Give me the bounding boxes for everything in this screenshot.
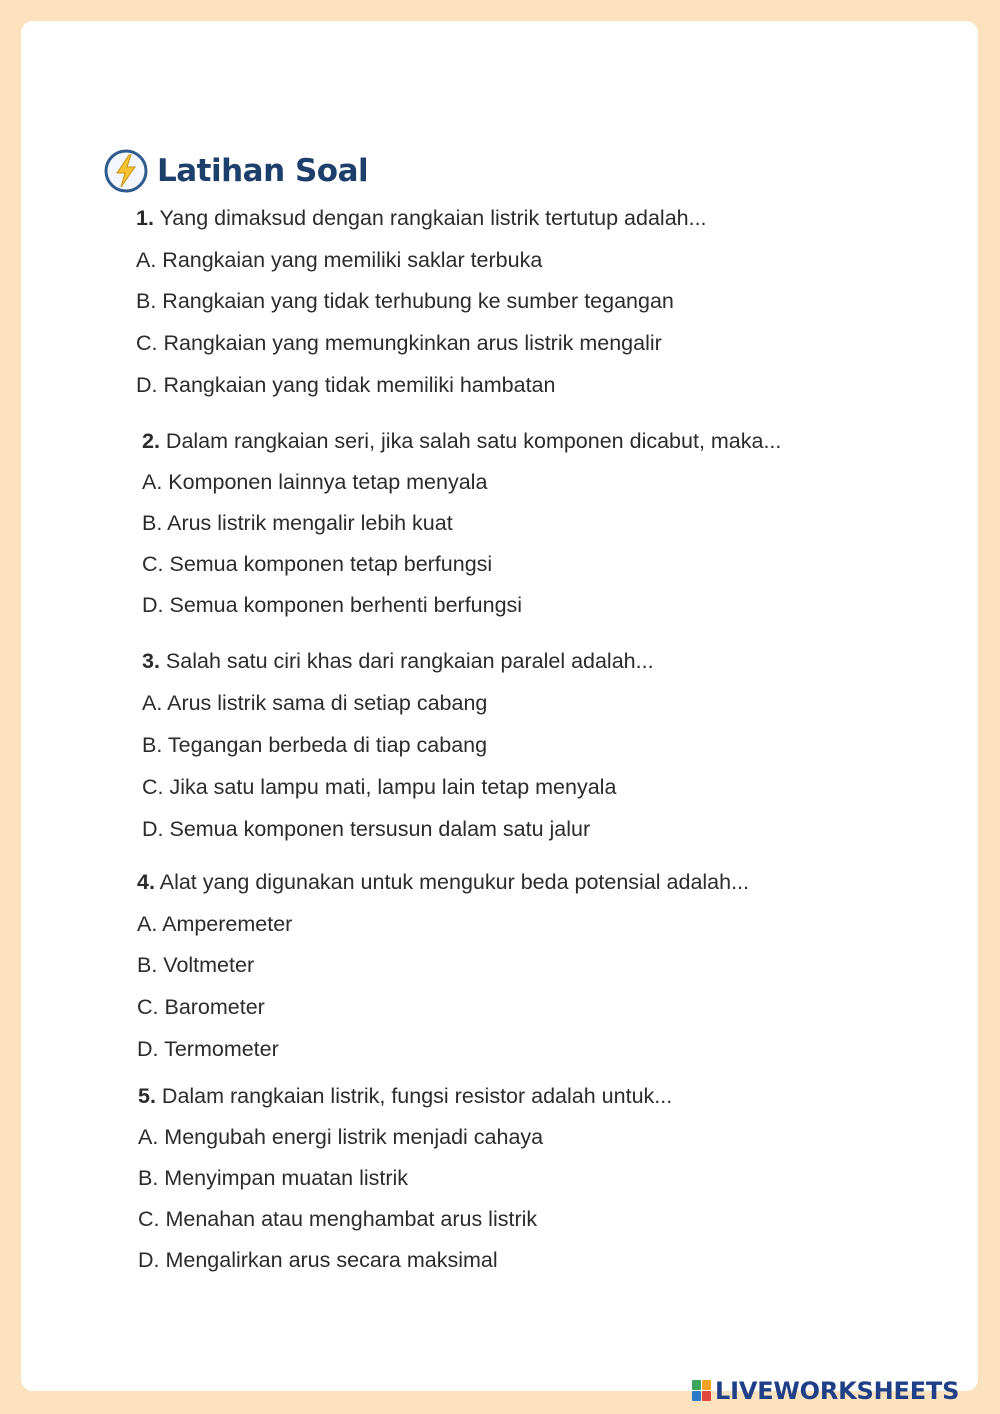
- answer-option-d[interactable]: D. Semua komponen tersusun dalam satu jalur: [142, 817, 591, 841]
- answer-option-b[interactable]: B. Tegangan berbeda di tiap cabang: [142, 733, 488, 757]
- question-5: [138, 1086, 672, 1291]
- lightning-bolt-icon: [103, 148, 149, 194]
- question-number: 1.: [136, 206, 154, 230]
- question-text: [136, 208, 707, 250]
- answer-option-a[interactable]: A. Amperemeter: [137, 911, 293, 936]
- answer-option-a[interactable]: A. Komponen lainnya tetap menyala: [142, 470, 488, 494]
- answer-option-b[interactable]: B. Rangkaian yang tidak terhubung ke sumber tegangan: [136, 289, 674, 314]
- question-text: [137, 872, 749, 914]
- answer-option-d[interactable]: D. Termometer: [137, 1036, 279, 1061]
- question-prompt: Dalam rangkaian seri, jika salah satu komponen dicabut, maka...: [165, 429, 782, 453]
- answer-option-c[interactable]: C. Semua komponen tetap berfungsi: [142, 552, 493, 576]
- page-title: Latihan Soal: [157, 153, 369, 189]
- answer-option-c[interactable]: C. Barometer: [137, 995, 265, 1020]
- answer-option-c[interactable]: C. Jika satu lampu mati, lampu lain tetap menyala: [142, 775, 617, 799]
- answer-option-b[interactable]: B. Voltmeter: [137, 953, 255, 978]
- answer-option-a[interactable]: A. Arus listrik sama di setiap cabang: [142, 691, 488, 715]
- liveworksheets-logo-icon: [692, 1380, 712, 1402]
- question-number: 5.: [138, 1084, 156, 1108]
- question-number: 3.: [142, 649, 160, 673]
- question-prompt: Alat yang digunakan untuk mengukur beda potensial adalah...: [159, 870, 750, 894]
- question-2: [142, 431, 781, 636]
- answer-option-b[interactable]: B. Arus listrik mengalir lebih kuat: [142, 511, 453, 535]
- question-number: 4.: [137, 870, 155, 894]
- answer-option-b[interactable]: B. Menyimpan muatan listrik: [138, 1166, 409, 1190]
- question-prompt: Salah satu ciri khas dari rangkaian paralel adalah...: [165, 649, 654, 673]
- question-prompt: Yang dimaksud dengan rangkaian listrik tertutup adalah...: [159, 206, 707, 230]
- question-text: [142, 651, 654, 693]
- question-text: [138, 1086, 672, 1127]
- page-header: [103, 147, 368, 195]
- question-4: [137, 872, 749, 1080]
- liveworksheets-brand[interactable]: [692, 1374, 959, 1408]
- answer-option-d[interactable]: D. Semua komponen berhenti berfungsi: [142, 593, 523, 617]
- question-text: [142, 431, 781, 472]
- question-1: [136, 208, 707, 416]
- answer-option-d[interactable]: D. Rangkaian yang tidak memiliki hambatan: [136, 372, 556, 397]
- worksheet-page: [21, 21, 978, 1391]
- answer-option-c[interactable]: C. Rangkaian yang memungkinkan arus listrik mengalir: [136, 331, 662, 356]
- question-number: 2.: [142, 429, 160, 453]
- answer-option-c[interactable]: C. Menahan atau menghambat arus listrik: [138, 1207, 538, 1231]
- answer-option-a[interactable]: A. Mengubah energi listrik menjadi cahaya: [138, 1125, 544, 1149]
- brand-name: LIVEWORKSHEETS: [715, 1377, 960, 1405]
- question-prompt: Dalam rangkaian listrik, fungsi resistor adalah untuk...: [161, 1084, 673, 1108]
- answer-option-a[interactable]: A. Rangkaian yang memiliki saklar terbuka: [136, 247, 543, 272]
- question-3: [142, 651, 654, 861]
- answer-option-d[interactable]: D. Mengalirkan arus secara maksimal: [138, 1248, 498, 1272]
